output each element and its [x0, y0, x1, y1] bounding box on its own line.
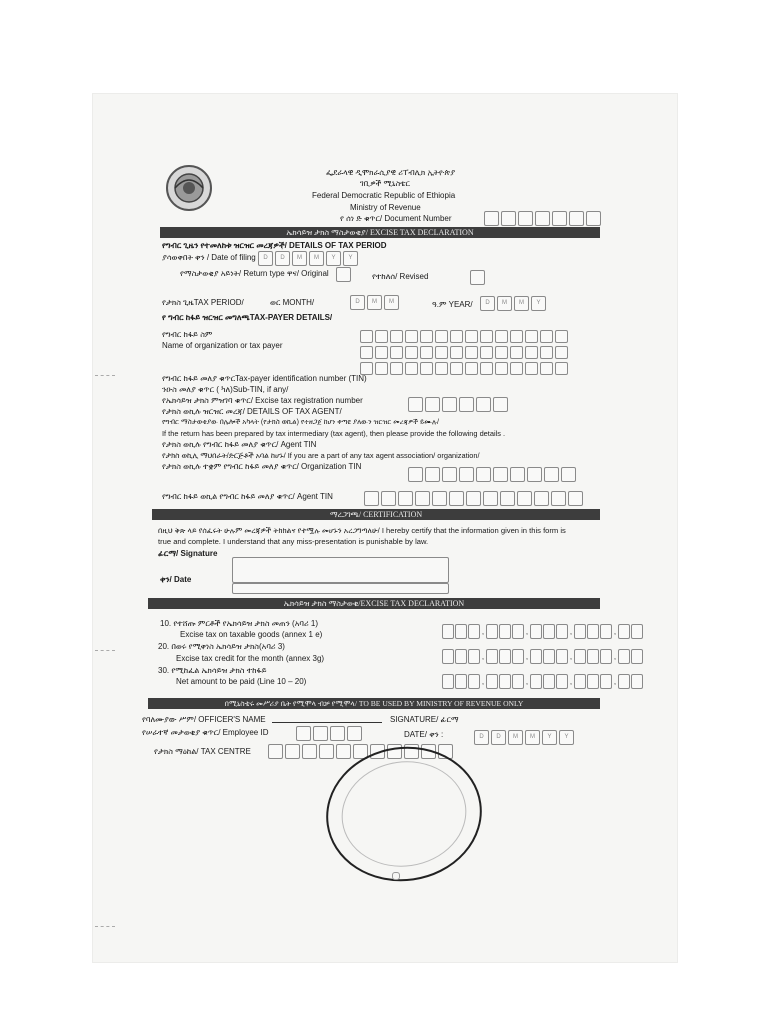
digit-box[interactable]: [468, 649, 480, 664]
letter-box[interactable]: [420, 330, 433, 343]
digit-separator: ,: [613, 652, 617, 661]
year-field[interactable]: [480, 296, 546, 311]
return-type-label: የማስታወቂያ አይነት/ Return type ዋና/ Original: [180, 269, 329, 278]
digit-box[interactable]: [587, 674, 599, 689]
line-30-amount-field[interactable]: [442, 674, 643, 690]
digit-box[interactable]: [449, 491, 464, 506]
digit-box[interactable]: [425, 467, 440, 482]
letter-box[interactable]: [495, 346, 508, 359]
digit-box[interactable]: [486, 624, 498, 639]
letter-box[interactable]: [555, 330, 568, 343]
excise-registration-field[interactable]: [408, 397, 508, 412]
header-amharic-ministry: ገቢዎች ሚኒስቴር: [360, 179, 410, 188]
digit-box[interactable]: [534, 491, 549, 506]
digit-box[interactable]: [455, 674, 467, 689]
digit-box[interactable]: [313, 726, 328, 741]
agent-tin-label: የታክስ ወኪሉ የግብር ከፋይ መለያ ቁጥር/ Agent TIN: [162, 440, 317, 449]
letter-box[interactable]: [480, 362, 493, 375]
letter-box[interactable]: [555, 346, 568, 359]
digit-box[interactable]: [285, 744, 300, 759]
tin-label: የግብር ከፋይ መለያ ቁጥርTax-payer identification number (TIN): [162, 374, 367, 383]
digit-box[interactable]: [574, 674, 586, 689]
digit-separator: ,: [613, 677, 617, 686]
digit-box[interactable]: [408, 397, 423, 412]
digit-box[interactable]: [455, 649, 467, 664]
digit-box[interactable]: [483, 491, 498, 506]
digit-box[interactable]: [552, 211, 567, 226]
digit-box[interactable]: [408, 467, 423, 482]
letter-box[interactable]: [420, 362, 433, 375]
digit-box[interactable]: [512, 649, 524, 664]
digit-box[interactable]: [543, 624, 555, 639]
digit-box[interactable]: [561, 467, 576, 482]
employee-id-label: የሠራተኛ መታወቂያ ቁጥር/ Employee ID: [142, 728, 269, 737]
digit-box[interactable]: [512, 674, 524, 689]
digit-box[interactable]: [347, 726, 362, 741]
digit-box[interactable]: [631, 624, 643, 639]
letter-box[interactable]: [510, 362, 523, 375]
taxpayer-name-field[interactable]: [360, 330, 568, 375]
ministry-date-field[interactable]: [474, 730, 574, 745]
digit-box[interactable]: [442, 674, 454, 689]
letter-box[interactable]: [435, 346, 448, 359]
digit-box[interactable]: [587, 649, 599, 664]
digit-box[interactable]: [493, 467, 508, 482]
letter-box[interactable]: [480, 330, 493, 343]
association-note: የታክስ ወኪሊ ማህበራት/ድርጅቶች አባል ከሆኑ/ If you are a part of any tax agent association/ organization/: [162, 451, 480, 460]
digit-box[interactable]: [459, 397, 474, 412]
digit-box[interactable]: [587, 624, 599, 639]
revised-label: የተከለሰ/ Revised: [372, 272, 429, 281]
digit-box[interactable]: [510, 467, 525, 482]
line-10-amount-field[interactable]: [442, 624, 643, 640]
letter-box[interactable]: [390, 330, 403, 343]
digit-separator: ,: [569, 652, 573, 661]
digit-box[interactable]: [600, 674, 612, 689]
letter-box[interactable]: [435, 330, 448, 343]
signature-field[interactable]: [232, 557, 449, 583]
digit-box[interactable]: M: [292, 251, 307, 266]
digit-separator: ,: [481, 627, 485, 636]
digit-box[interactable]: [364, 491, 379, 506]
digit-box[interactable]: [501, 211, 516, 226]
letter-box[interactable]: [465, 330, 478, 343]
agent-tin-label-2: የግብር ከፋይ ወኪል የግብር ከፋይ መለያ ቁጥር/ Agent TIN: [162, 492, 333, 501]
organization-tin-label: የታክስ ወኪሉ ተቋም የግብር ከፋይ መለያ ቁጥር/ Organization TIN: [162, 462, 362, 471]
digit-box[interactable]: M: [525, 730, 540, 745]
digit-box[interactable]: [302, 744, 317, 759]
digit-box[interactable]: Y: [542, 730, 557, 745]
scan-mark: [95, 650, 115, 651]
digit-box[interactable]: Y: [343, 251, 358, 266]
certification-statement-line2: true and complete. I understand that any miss-presentation is punishable by law.: [158, 537, 429, 546]
tax-agent-note: If the return has been prepared by tax intermediary (tax agent), then please provide the following details .: [162, 429, 506, 438]
letter-box[interactable]: [360, 330, 373, 343]
letter-box[interactable]: [360, 346, 373, 359]
digit-box[interactable]: [586, 211, 601, 226]
officer-name-line[interactable]: [272, 722, 382, 723]
digit-box[interactable]: [527, 467, 542, 482]
digit-box[interactable]: [330, 726, 345, 741]
letter-box[interactable]: [540, 330, 553, 343]
digit-box[interactable]: [530, 649, 542, 664]
digit-box[interactable]: [631, 674, 643, 689]
digit-box[interactable]: D: [491, 730, 506, 745]
letter-box[interactable]: [435, 362, 448, 375]
excise-registration-label: የኤክሳይዝ ታክስ ምዝገባ ቁጥር/ Excise tax registration number: [162, 396, 363, 405]
digit-separator: ,: [481, 677, 485, 686]
digit-box[interactable]: M: [384, 295, 399, 310]
digit-box[interactable]: [512, 624, 524, 639]
date-of-filing-label: ያሳወቀበት ቀን / Date of filing: [162, 253, 256, 262]
letter-box[interactable]: [525, 362, 538, 375]
digit-box[interactable]: [476, 467, 491, 482]
letter-box[interactable]: [495, 330, 508, 343]
digit-box[interactable]: [544, 467, 559, 482]
digit-box[interactable]: [484, 211, 499, 226]
digit-box[interactable]: [442, 397, 457, 412]
document-number-label: የ ሰነ ድ ቁጥር/ Document Number: [340, 214, 452, 223]
officer-signature-label: SIGNATURE/ ፊርማ: [390, 715, 459, 724]
letter-box[interactable]: [390, 346, 403, 359]
line-10-label: Excise tax on taxable goods (annex 1 e): [180, 630, 323, 639]
digit-separator: ,: [613, 627, 617, 636]
line-20-amount-field[interactable]: [442, 649, 643, 665]
digit-box[interactable]: [518, 211, 533, 226]
digit-box[interactable]: D: [258, 251, 273, 266]
section-bar-certification: ማረጋገጫ/ CERTIFICATION: [152, 509, 600, 520]
letter-box[interactable]: [375, 346, 388, 359]
digit-box[interactable]: Y: [531, 296, 546, 311]
digit-separator: ,: [525, 627, 529, 636]
letter-box[interactable]: [405, 346, 418, 359]
digit-box[interactable]: [618, 624, 630, 639]
digit-box[interactable]: [556, 649, 568, 664]
digit-box[interactable]: [543, 674, 555, 689]
ministry-date-label: DATE/ ቀን :: [404, 730, 444, 739]
letter-box[interactable]: [375, 362, 388, 375]
header-ministry: Ministry of Revenue: [350, 203, 421, 212]
letter-box[interactable]: [510, 346, 523, 359]
tax-period-heading: የግብር ጊዜን የተመለከቱ ዝርዝር መረጃዎች/ DETAILS OF TAX PERIOD: [162, 241, 387, 250]
digit-box[interactable]: [493, 397, 508, 412]
certification-date-field[interactable]: [232, 583, 449, 594]
digit-box[interactable]: [499, 674, 511, 689]
letter-box[interactable]: [525, 346, 538, 359]
tax-period-label: የታክስ ጊዜTAX PERIOD/: [162, 298, 244, 307]
digit-box[interactable]: [468, 674, 480, 689]
digit-box[interactable]: [381, 491, 396, 506]
section-bar-excise-declaration: ኤክሳይዝ ታክስ ማስታወቂያ/ EXCISE TAX DECLARATION: [160, 227, 600, 238]
line-30-amharic: 30. የሚከፈል ኤክሳይዝ ታክስ ተከፋይ: [158, 666, 267, 675]
digit-box[interactable]: [517, 491, 532, 506]
digit-box[interactable]: [574, 624, 586, 639]
digit-box[interactable]: D: [350, 295, 365, 310]
scan-speck: [392, 872, 400, 880]
date-of-filing-field[interactable]: [258, 251, 358, 266]
letter-box[interactable]: [390, 362, 403, 375]
digit-box[interactable]: Y: [326, 251, 341, 266]
section-bar-ministry-use: በሚኒስቴሩ መሥሪያ ቤት የሚሞላ ብቻ የሚሞላ/ TO BE USED BY MINISTRY OF REVENUE ONLY: [148, 698, 600, 709]
digit-box[interactable]: D: [480, 296, 495, 311]
digit-box[interactable]: [442, 467, 457, 482]
digit-box[interactable]: [499, 624, 511, 639]
digit-box[interactable]: [543, 649, 555, 664]
year-label: ዓ.ም YEAR/: [432, 300, 473, 309]
taxpayer-name-label: Name of organization or tax payer: [162, 341, 283, 350]
digit-separator: ,: [569, 677, 573, 686]
digit-box[interactable]: [568, 491, 583, 506]
taxpayer-heading: የ ግብር ከፋይ ዝርዝር መግለጫTAX-PAYER DETAILS/: [162, 313, 333, 322]
digit-box[interactable]: Y: [559, 730, 574, 745]
header-country: Federal Democratic Republic of Ethiopia: [312, 191, 456, 200]
digit-box[interactable]: M: [309, 251, 324, 266]
digit-box[interactable]: [468, 624, 480, 639]
digit-box[interactable]: M: [367, 295, 382, 310]
digit-box[interactable]: [600, 624, 612, 639]
digit-box[interactable]: [600, 649, 612, 664]
letter-box[interactable]: [540, 362, 553, 375]
letter-box[interactable]: [480, 346, 493, 359]
digit-box[interactable]: D: [474, 730, 489, 745]
letter-box[interactable]: [450, 330, 463, 343]
scan-mark: [95, 926, 115, 927]
letter-box[interactable]: [510, 330, 523, 343]
section-bar-declaration: ኤክሳይዝ ታክስ ማስታወቂ/EXCISE TAX DECLARATION: [148, 598, 600, 609]
employee-id-field[interactable]: [296, 726, 362, 741]
officer-name-label: የባለሙያው ሥም/ OFFICER'S NAME: [142, 715, 266, 724]
scan-mark: [95, 375, 115, 376]
letter-box[interactable]: [405, 362, 418, 375]
letter-box[interactable]: [465, 362, 478, 375]
digit-box[interactable]: [415, 491, 430, 506]
digit-box[interactable]: M: [508, 730, 523, 745]
digit-box[interactable]: [556, 674, 568, 689]
digit-box[interactable]: [530, 674, 542, 689]
letter-box[interactable]: [375, 330, 388, 343]
digit-box[interactable]: [455, 624, 467, 639]
digit-box[interactable]: [476, 397, 491, 412]
ministry-emblem-icon: [165, 164, 213, 212]
line-20-amharic: 20. በወሩ የሚቀነስ ኤክሳይዝ ታክስ(አባሪ 3): [158, 642, 285, 651]
line-20-label: Excise tax credit for the month (annex 3g): [176, 654, 325, 663]
digit-box[interactable]: [551, 491, 566, 506]
letter-box[interactable]: [525, 330, 538, 343]
letter-box[interactable]: [465, 346, 478, 359]
letter-box[interactable]: [540, 346, 553, 359]
document-number-field[interactable]: [484, 211, 601, 226]
organization-tin-field[interactable]: [408, 467, 576, 482]
digit-box[interactable]: [574, 649, 586, 664]
digit-box[interactable]: [442, 624, 454, 639]
letter-box[interactable]: [420, 346, 433, 359]
tax-agent-amharic-note: የግብር ማስታወቂያው በሌሎች አካላት (የታክስ ወኪል) የተዘጋጀ ከሆነ ቀጣዩ ያለውን ዝርዝር መረጃዎች ይሙሉ/: [162, 419, 439, 426]
digit-box[interactable]: [486, 674, 498, 689]
digit-box[interactable]: [556, 624, 568, 639]
digit-box[interactable]: [535, 211, 550, 226]
digit-separator: ,: [525, 652, 529, 661]
digit-box[interactable]: [398, 491, 413, 506]
tax-agent-heading: የታክስ ወኪሉ ዝርዝር መረጃ/ DETAILS OF TAX AGENT/: [162, 407, 342, 416]
month-label: ወር MONTH/: [270, 298, 315, 307]
digit-box[interactable]: [459, 467, 474, 482]
digit-box[interactable]: D: [275, 251, 290, 266]
month-field[interactable]: [350, 295, 399, 310]
digit-box[interactable]: [500, 491, 515, 506]
digit-box[interactable]: [486, 649, 498, 664]
digit-box[interactable]: [296, 726, 311, 741]
line-30-label: Net amount to be paid (Line 10 – 20): [176, 677, 307, 686]
revised-checkbox[interactable]: [470, 270, 485, 285]
letter-box[interactable]: [555, 362, 568, 375]
digit-box[interactable]: [618, 649, 630, 664]
digit-box[interactable]: [499, 649, 511, 664]
digit-box[interactable]: [268, 744, 283, 759]
digit-separator: ,: [525, 677, 529, 686]
digit-separator: ,: [481, 652, 485, 661]
letter-box[interactable]: [495, 362, 508, 375]
digit-box[interactable]: [530, 624, 542, 639]
official-stamp-icon: [322, 740, 488, 886]
digit-box[interactable]: [432, 491, 447, 506]
signature-label: ፊርማ/ Signature: [158, 549, 218, 558]
digit-box[interactable]: M: [514, 296, 529, 311]
certification-date-label: ቀን/ Date: [160, 575, 192, 584]
digit-box[interactable]: M: [497, 296, 512, 311]
agent-tin-field[interactable]: [364, 491, 583, 506]
digit-box[interactable]: [466, 491, 481, 506]
digit-box[interactable]: [425, 397, 440, 412]
digit-separator: ,: [569, 627, 573, 636]
header-amharic-country: ፌደራላዊ ዲሞክራሲያዊ ሪፐብሊክ ኢትዮጵያ: [326, 168, 456, 177]
taxpayer-name-amharic: የግብር ከፋይ ስም: [162, 330, 213, 339]
letter-box[interactable]: [450, 346, 463, 359]
subtin-label: ንዑስ መለያ ቁጥር ( ካለ)Sub-TIN, if any/: [162, 385, 289, 394]
tax-centre-label: የታክስ ማዕከል/ TAX CENTRE: [154, 747, 251, 756]
digit-box[interactable]: [618, 674, 630, 689]
letter-box[interactable]: [405, 330, 418, 343]
digit-box[interactable]: [569, 211, 584, 226]
original-checkbox[interactable]: [336, 267, 351, 282]
certification-statement-line1: በዚህ ቅጽ ላይ የሰፈሩት ሁሉም መረጃዎች ትክክልና የተሟሉ መሆኑን አረጋግጣለሁ/ I hereby certify that the information given in this form is: [158, 526, 566, 535]
digit-box[interactable]: [442, 649, 454, 664]
letter-box[interactable]: [450, 362, 463, 375]
digit-box[interactable]: [631, 649, 643, 664]
line-10-amharic: 10. የተሸጡ ምርቶች የኤክሳይዝ ታክስ መጠን (አባሪ 1): [160, 619, 318, 628]
